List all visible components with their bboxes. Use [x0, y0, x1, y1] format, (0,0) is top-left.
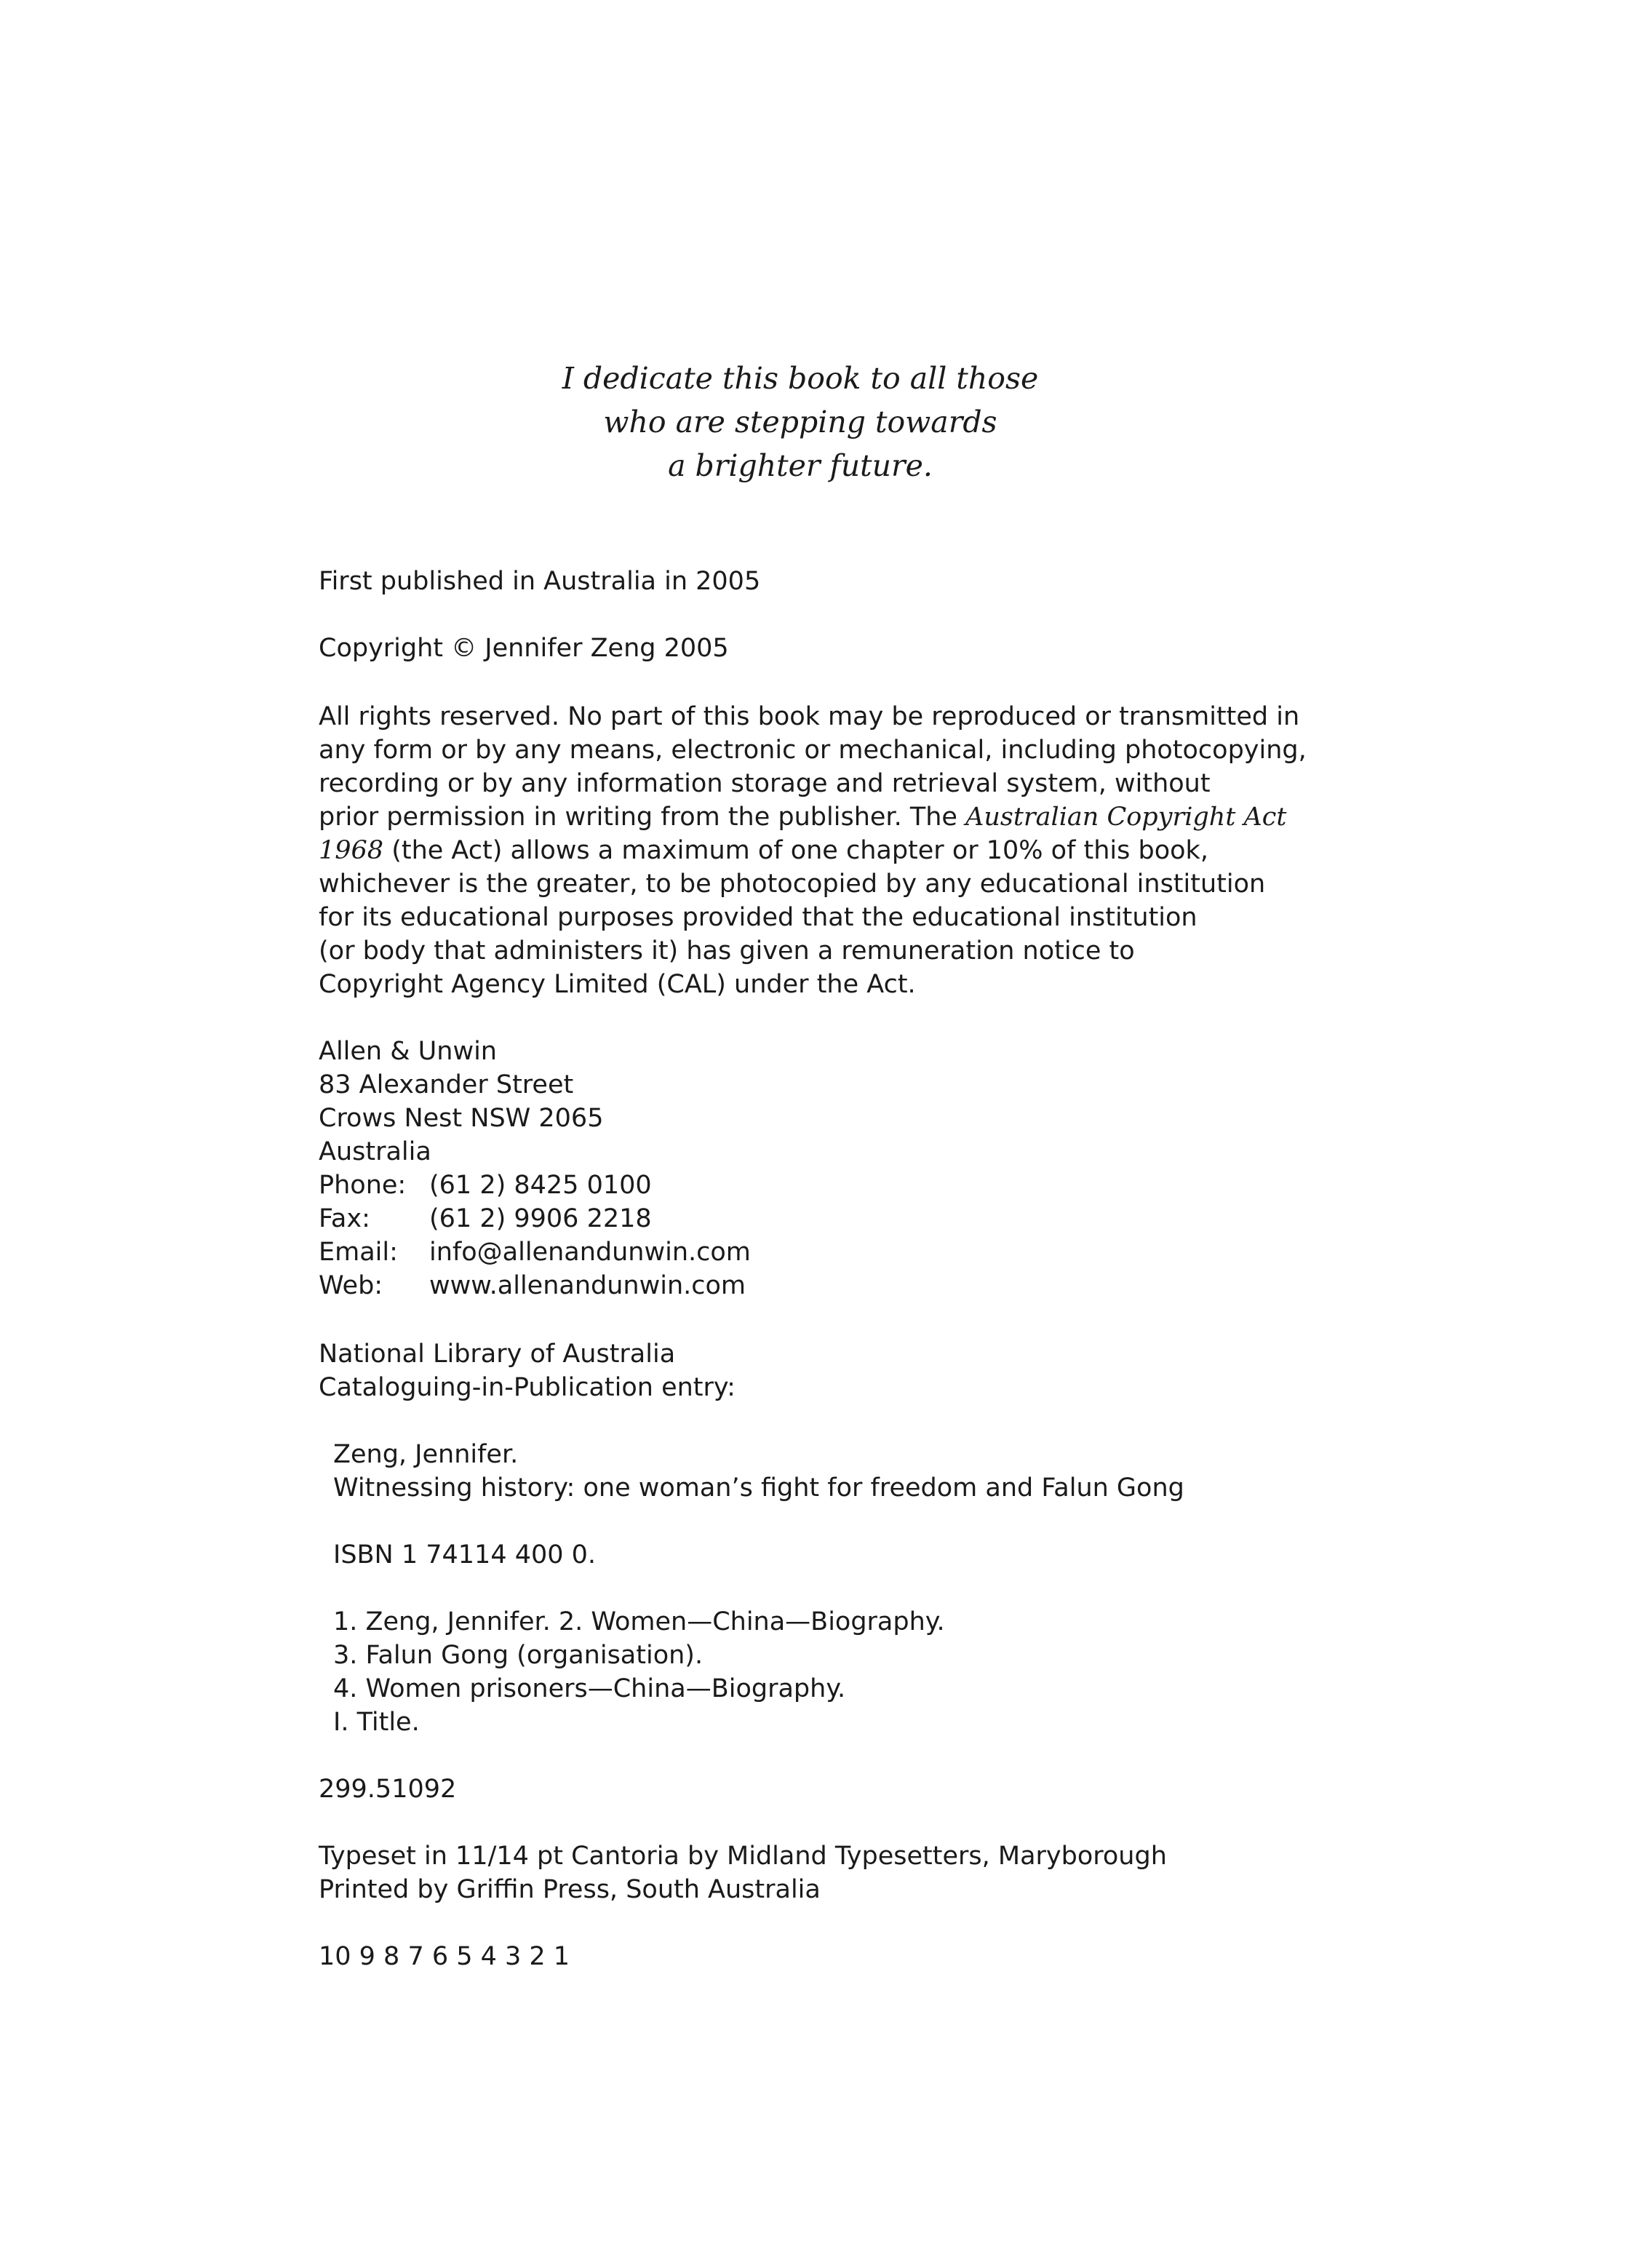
list-item: 3. Falun Gong (organisation). [333, 1641, 704, 1670]
contact-email: Email: info@allenandunwin.com [319, 1238, 751, 1267]
rights-statement: All rights reserved. No part of this book may be reproduced or transmitted in any form or by any means, electronic or mechanical, including photocopying, recording or by any information storage and retrieval system, without prior permission in writing from the publisher. The Australian Copyright Act 1968 (the Act) allows a maximum of one chapter or 10% of this book, whichever is the greater, to be photocopied by any educational institution for its educational purposes provided that the educational institution (or body that administers it) has given a remuneration notice to Copyright Agency Limited (CAL) under the Act. [319, 702, 1307, 999]
dedication-line: a brighter future. [668, 448, 933, 483]
contact-phone: Phone: (61 2) 8425 0100 [319, 1171, 652, 1200]
dedication [0, 357, 1601, 488]
cip-author: Zeng, Jennifer. [333, 1440, 519, 1469]
contact-fax: Fax: (61 2) 9906 2218 [319, 1204, 652, 1233]
cip-entry [333, 1438, 1184, 1505]
list-item: 1. Zeng, Jennifer. 2. Women—China—Biography. [333, 1607, 945, 1636]
cip-classification: 299.51092 [319, 1775, 457, 1804]
list-item: I. Title. [333, 1708, 420, 1737]
cip-isbn: ISBN 1 74114 400 0. [333, 1540, 597, 1569]
list-item: 4. Women prisoners—China—Biography. [333, 1674, 846, 1703]
printer-credit: Printed by Griffin Press, South Australia [319, 1875, 821, 1904]
act-year: 1968 [319, 836, 384, 865]
publisher-address: Allen & Unwin 83 Alexander Street Crows Nest NSW 2065 Australia Phone: (61 2) 8425 0100 Fax: (61 2) 9906 2218 Email: info@allenandunwin.com Web: www.allenandunwin.com [319, 1035, 751, 1302]
cip-heading: National Library of Australia Cataloguing-in-Publication entry: [319, 1340, 736, 1402]
dedication-line: I dedicate this book to all those [562, 361, 1039, 396]
print-line: 10 9 8 7 6 5 4 3 2 1 [319, 1942, 570, 1971]
first-published: First published in Australia in 2005 [319, 567, 761, 596]
copyright-line: Copyright © Jennifer Zeng 2005 [319, 634, 729, 663]
cip-title: Witnessing history: one woman’s fight for freedom and Falun Gong [333, 1473, 1184, 1503]
typeset-credit: Typeset in 11/14 pt Cantoria by Midland Typesetters, Maryborough [319, 1842, 1167, 1871]
dedication-line: who are stepping towards [603, 405, 997, 439]
cip-subjects [333, 1605, 945, 1739]
publisher-name: Allen & Unwin [319, 1037, 497, 1066]
contact-web: Web: www.allenandunwin.com [319, 1271, 746, 1300]
production-credits [319, 1839, 1167, 1906]
act-title: Australian Copyright Act [965, 803, 1287, 832]
